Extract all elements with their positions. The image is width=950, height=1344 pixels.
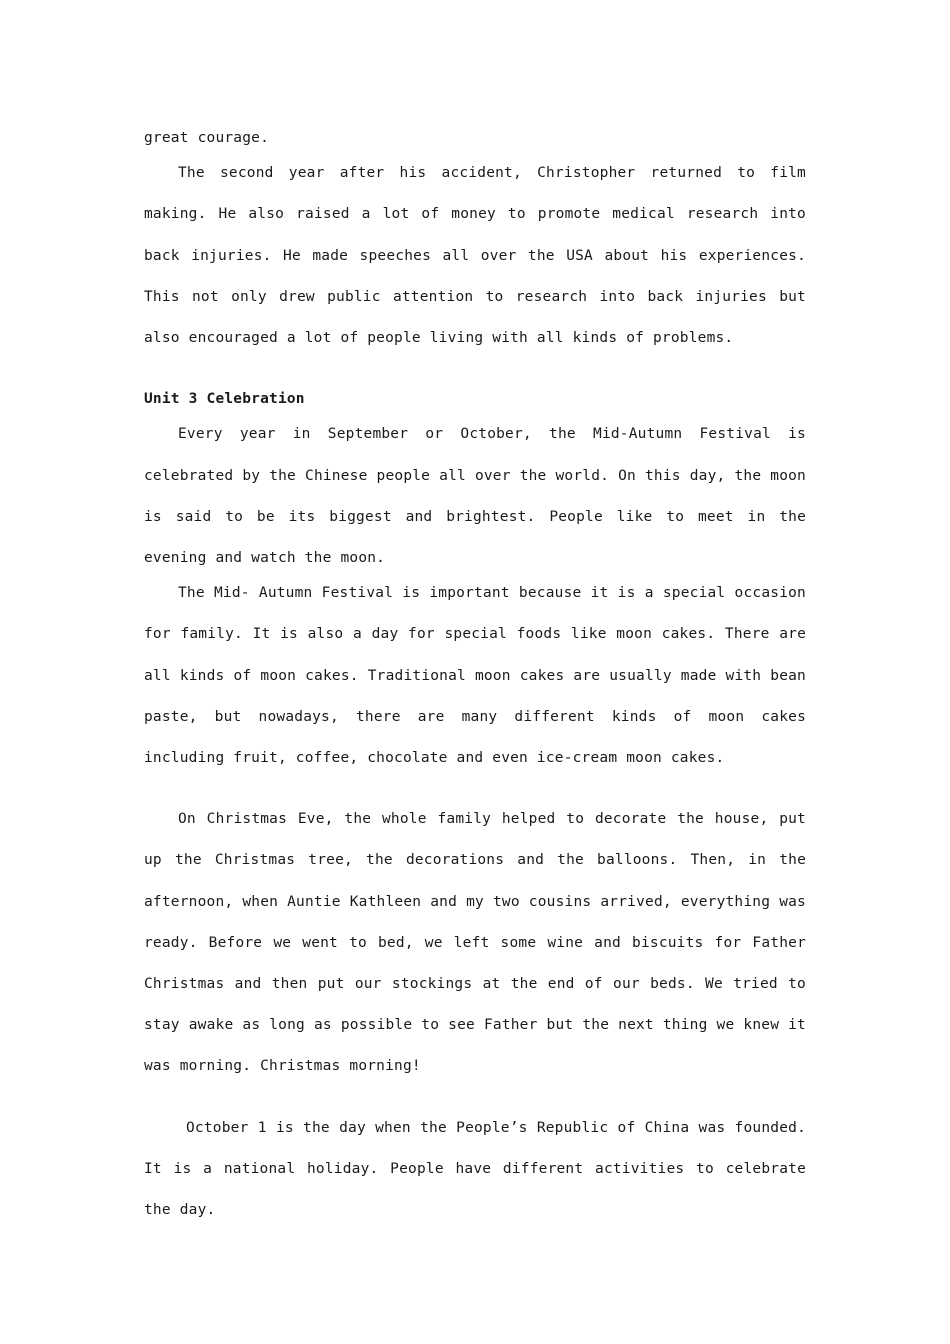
paragraph-christopher: The second year after his accident, Christopher returned to film making. He also raised a lot of money to promote medical research into back injuries. He made speeches all over the USA about his experiences. This not only drew public attention to research into back injuries but also encouraged a lot of people living with all kinds of problems.	[144, 165, 806, 347]
paragraph-national-day: October 1 is the day when the People’s Republic of China was founded. It is a national holiday. People have different activities to celebrate the day.	[144, 1119, 806, 1219]
paragraph-mid-autumn-intro: Every year in September or October, the Mid-Autumn Festival is celebrated by the Chinese people all over the world. On this day, the moon is said to be its biggest and brightest. People like to meet in the evening and watch the moon.	[144, 426, 806, 567]
paragraph-great-courage: great courage.	[144, 130, 270, 146]
paragraph-spacer	[144, 1088, 806, 1108]
section-heading: Unit 3 Celebration	[144, 391, 305, 408]
paragraph-moon-cakes: The Mid- Autumn Festival is important because it is a special occasion for family. It is also a day for special foods like moon cakes. There are all kinds of moon cakes. Traditional moon cakes are usually made with bean paste, but nowadays, there are many different kinds of moon cakes including fruit, coffee, chocolate and even ice-cream moon cakes.	[144, 585, 806, 767]
paragraph-spacer	[144, 779, 806, 799]
document-body	[144, 118, 806, 1231]
paragraph-christmas-eve: On Christmas Eve, the whole family helped to decorate the house, put up the Christmas tree, the decorations and the balloons. Then, in the afternoon, when Auntie Kathleen and my two cousins arrived, everything was ready. Before we went to bed, we left some wine and biscuits for Father Christmas and then put our stockings at the end of our beds. We tried to stay awake as long as possible to see Father but the next thing we knew it was morning. Christmas morning!	[144, 811, 806, 1075]
